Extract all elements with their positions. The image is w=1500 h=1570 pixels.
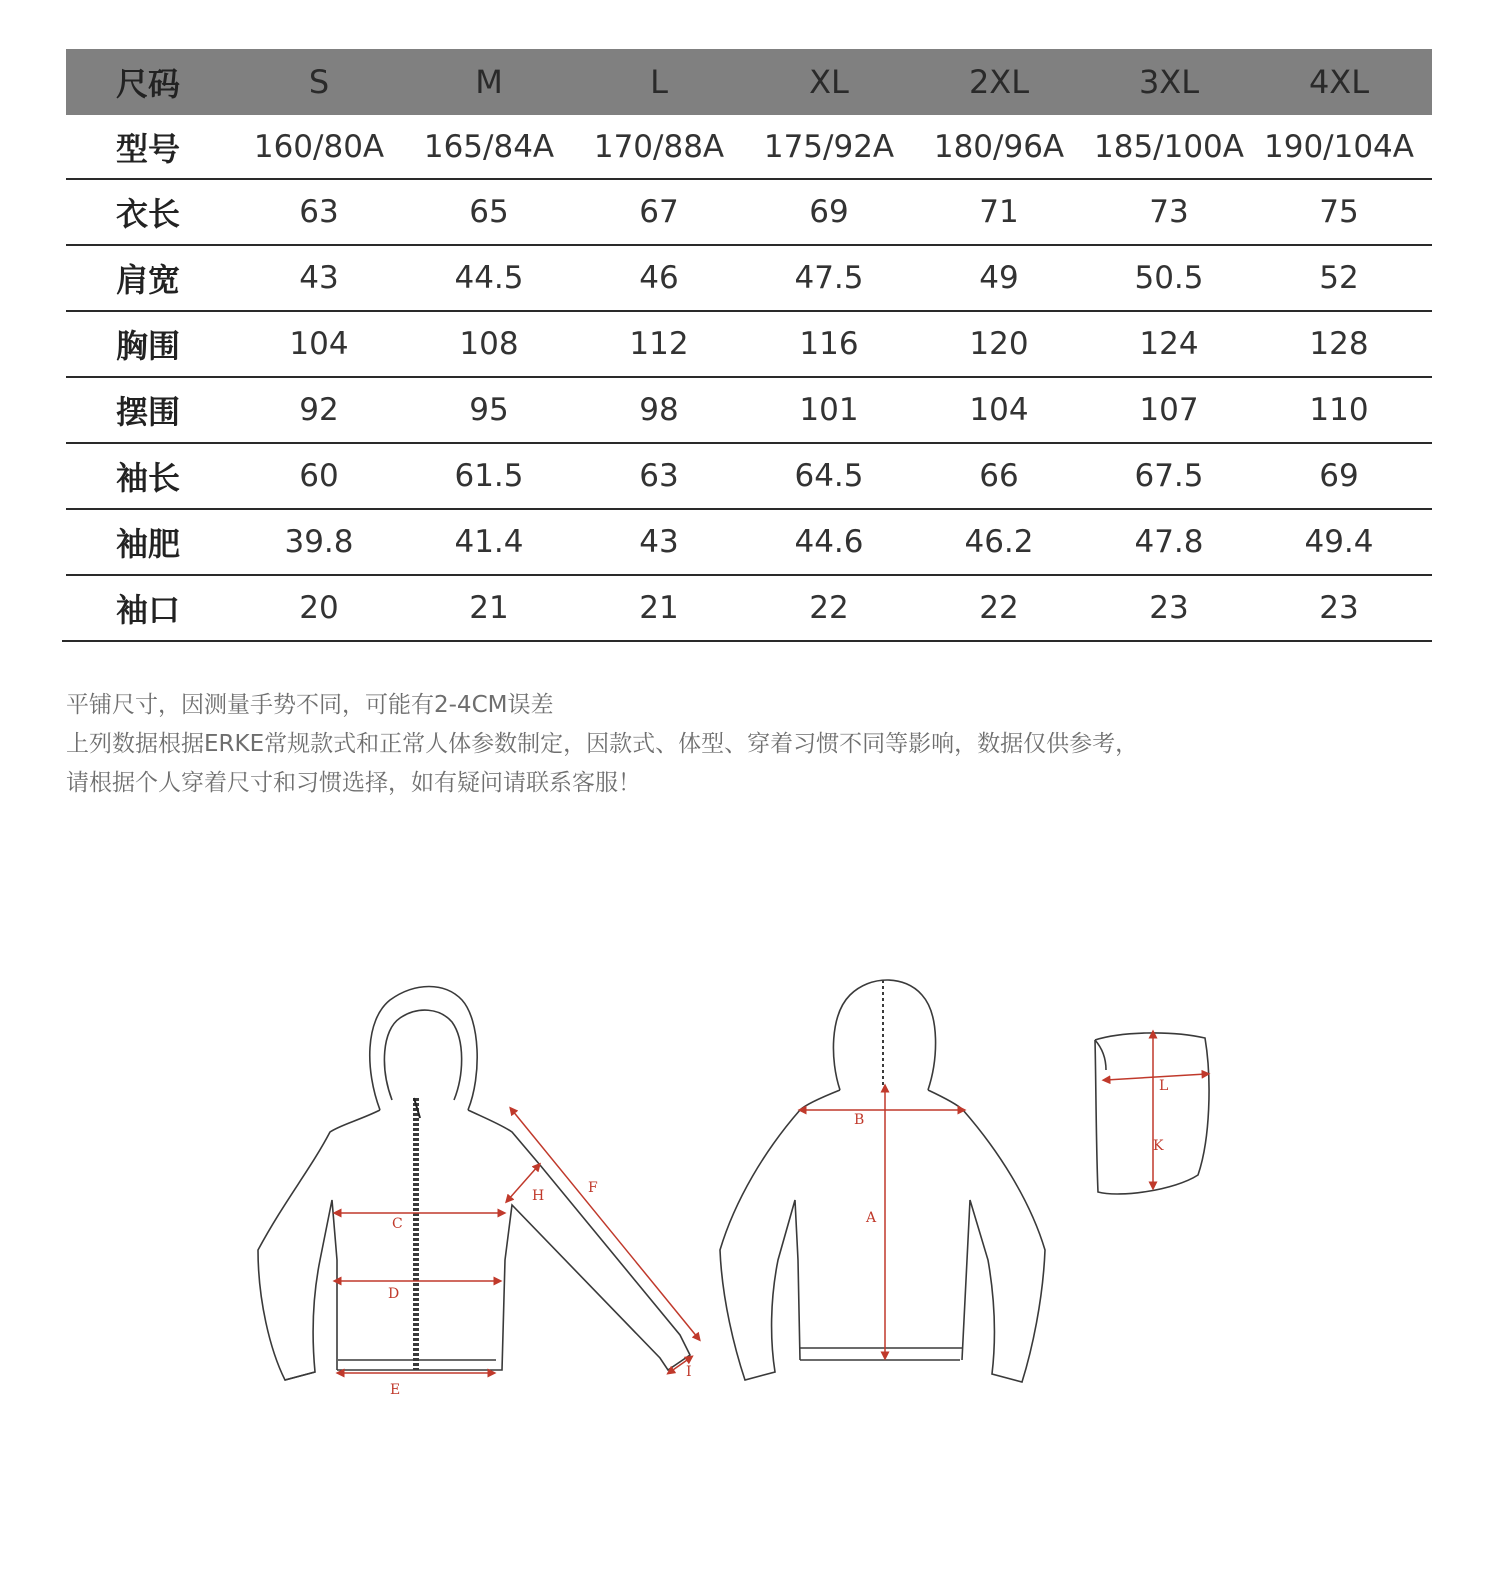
- label-l: L: [1159, 1078, 1169, 1094]
- table-cell: 46.2: [964, 524, 1034, 560]
- table-cell: 128: [1309, 326, 1369, 362]
- header-size: 2XL: [968, 63, 1030, 101]
- label-f: F: [588, 1180, 598, 1196]
- table-header-row: [66, 49, 1432, 115]
- label-c: C: [392, 1216, 403, 1232]
- table-cell: 190/104A: [1264, 128, 1414, 165]
- zipper: [414, 1098, 420, 1370]
- row-label: 衣长: [116, 195, 181, 233]
- row-label: 袖肥: [116, 525, 181, 563]
- row-label: 肩宽: [116, 261, 181, 299]
- table-cell: 108: [459, 326, 519, 362]
- header-size: XL: [809, 63, 849, 101]
- table-cell: 120: [969, 326, 1029, 362]
- table-row: [62, 576, 1432, 642]
- table-cell: 43: [639, 524, 679, 560]
- table-cell: 63: [299, 194, 339, 230]
- table-cell: 23: [1319, 590, 1359, 626]
- label-i: I: [686, 1364, 692, 1380]
- row-label: 袖口: [116, 591, 181, 629]
- back-measurements: [802, 1088, 962, 1356]
- table-cell: 49: [979, 260, 1019, 296]
- row-label: 型号: [116, 129, 181, 168]
- table-cell: 43: [299, 260, 339, 296]
- table-cell: 20: [299, 590, 339, 626]
- table-cell: 39.8: [284, 524, 354, 560]
- table-cell: 63: [639, 458, 679, 494]
- table-cell: 64.5: [794, 458, 864, 494]
- table-cell: 92: [299, 392, 339, 428]
- table-cell: 21: [469, 590, 509, 626]
- note-line: 请根据个人穿着尺寸和习惯选择，如有疑问请联系客服！: [66, 770, 641, 796]
- label-k: K: [1153, 1138, 1164, 1154]
- table-cell: 110: [1309, 392, 1369, 428]
- table-cell: 52: [1319, 260, 1359, 296]
- table-cell: 46: [639, 260, 679, 296]
- size-notes: [66, 686, 1446, 803]
- table-row: [66, 246, 1432, 312]
- row-label: 胸围: [116, 327, 181, 365]
- table-cell: 21: [639, 590, 679, 626]
- table-cell: 165/84A: [423, 128, 555, 165]
- header-size: 3XL: [1138, 63, 1200, 101]
- table-cell: 47.8: [1134, 524, 1204, 560]
- front-jacket-outline: [258, 987, 690, 1381]
- table-cell: 185/100A: [1094, 128, 1244, 165]
- header-label: 尺码: [116, 65, 181, 103]
- table-cell: 124: [1139, 326, 1199, 362]
- table-cell: 73: [1149, 194, 1189, 230]
- note-line: 平铺尺寸，因测量手势不同，可能有2-4CM误差: [66, 692, 554, 718]
- table-cell: 175/92A: [763, 128, 895, 165]
- table-cell: 67: [639, 194, 679, 230]
- table-cell: 180/96A: [933, 128, 1065, 165]
- table-cell: 50.5: [1134, 260, 1204, 296]
- table-cell: 60: [299, 458, 339, 494]
- table-cell: 41.4: [454, 524, 524, 560]
- front-measurements: [337, 1110, 698, 1373]
- table-cell: 47.5: [794, 260, 864, 296]
- table-row: [66, 180, 1432, 246]
- measurement-diagram: [240, 960, 1240, 1430]
- table-row: [66, 444, 1432, 510]
- table-cell: 104: [289, 326, 349, 362]
- table-cell: 44.6: [794, 524, 864, 560]
- table-cell: 23: [1149, 590, 1189, 626]
- table-cell: 49.4: [1304, 524, 1374, 560]
- header-size: S: [308, 63, 330, 101]
- label-e: E: [390, 1382, 401, 1398]
- table-cell: 116: [799, 326, 859, 362]
- table-cell: 98: [639, 392, 679, 428]
- jacket-diagram-svg: [240, 960, 1240, 1430]
- table-cell: 44.5: [454, 260, 524, 296]
- table-cell: 71: [979, 194, 1019, 230]
- table-cell: 75: [1319, 194, 1359, 230]
- row-label: 袖长: [116, 459, 181, 497]
- table-cell: 65: [469, 194, 509, 230]
- table-row: [66, 115, 1432, 180]
- table-cell: 112: [629, 326, 689, 362]
- table-body: [66, 115, 1432, 642]
- row-label: 摆围: [116, 393, 181, 431]
- table-cell: 104: [969, 392, 1029, 428]
- size-table: [66, 49, 1432, 642]
- header-size: L: [650, 63, 668, 101]
- table-row: [66, 378, 1432, 444]
- note-line: 上列数据根据ERKE常规款式和正常人体参数制定，因款式、体型、穿着习惯不同等影响，数据仅供参考，: [66, 731, 1139, 757]
- table-cell: 22: [809, 590, 849, 626]
- table-cell: 107: [1139, 392, 1199, 428]
- hood-measurements: [1106, 1034, 1206, 1186]
- label-d: D: [388, 1286, 400, 1302]
- header-size: 4XL: [1308, 63, 1370, 101]
- table-cell: 101: [799, 392, 859, 428]
- hood-side-outline: [1095, 1033, 1209, 1194]
- table-cell: 67.5: [1134, 458, 1204, 494]
- table-cell: 22: [979, 590, 1019, 626]
- header-size: M: [475, 63, 503, 101]
- table-cell: 66: [979, 458, 1019, 494]
- label-a: A: [866, 1210, 877, 1226]
- table-row: [66, 312, 1432, 378]
- label-b: B: [854, 1112, 865, 1128]
- label-h: H: [532, 1188, 545, 1204]
- table-cell: 160/80A: [253, 128, 385, 165]
- table-row: [66, 510, 1432, 576]
- table-cell: 69: [809, 194, 849, 230]
- table-cell: 170/88A: [593, 128, 725, 165]
- table-cell: 61.5: [454, 458, 524, 494]
- table-cell: 95: [469, 392, 509, 428]
- table-cell: 69: [1319, 458, 1359, 494]
